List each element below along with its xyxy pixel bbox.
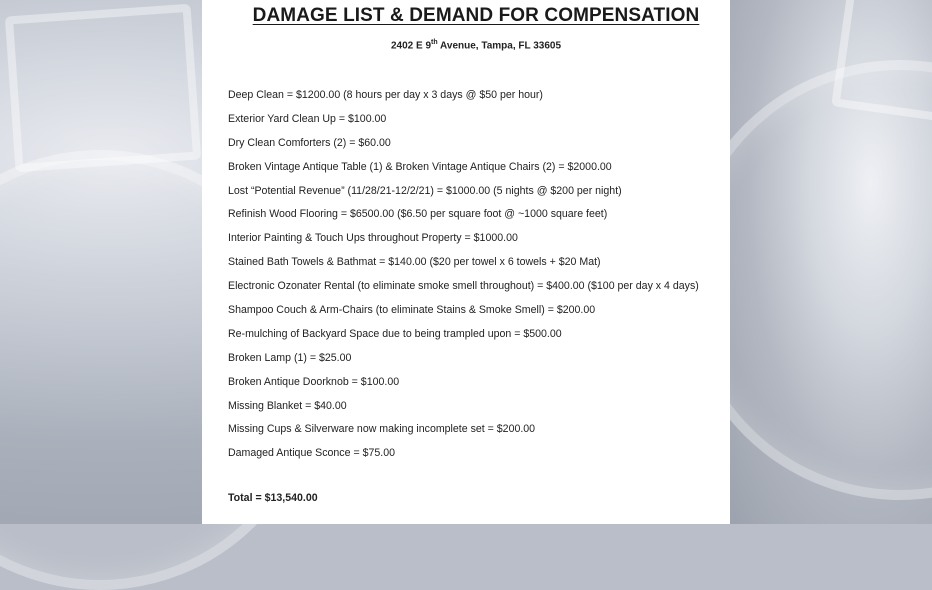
damage-item: Shampoo Couch & Arm-Chairs (to eliminate Stains & Smoke Smell) = $200.00 xyxy=(228,304,596,317)
damage-list xyxy=(228,88,728,470)
document-title: DAMAGE LIST & DEMAND FOR COMPENSATION xyxy=(252,5,700,26)
damage-item: Re-mulching of Backyard Space due to being trampled upon = $500.00 xyxy=(228,327,562,340)
damage-item: Refinish Wood Flooring = $6500.00 ($6.50 per square foot @ ~1000 square feet) xyxy=(228,208,608,221)
damage-item: Broken Antique Doorknob = $100.00 xyxy=(228,375,400,388)
damage-item: Dry Clean Comforters (2) = $60.00 xyxy=(228,136,391,149)
damage-item: Electronic Ozonater Rental (to eliminate smoke smell throughout) = $400.00 ($100 per day x 4 days) xyxy=(228,280,699,293)
damage-item: Broken Vintage Antique Table (1) & Broken Vintage Antique Chairs (2) = $2000.00 xyxy=(228,160,612,173)
total-amount: Total = $13,540.00 xyxy=(228,492,318,504)
damage-item: Deep Clean = $1200.00 (8 hours per day x 3 days @ $50 per hour) xyxy=(228,89,543,101)
damage-item: Interior Painting & Touch Ups throughout Property = $1000.00 xyxy=(228,232,518,245)
damage-item: Damaged Antique Sconce = $75.00 xyxy=(228,447,395,460)
address-ordinal: th xyxy=(431,39,438,46)
address-rest: Avenue, Tampa, FL 33605 xyxy=(437,40,562,52)
damage-item: Stained Bath Towels & Bathmat = $140.00 ($20 per towel x 6 towels + $20 Mat) xyxy=(228,256,601,269)
decorative-frame xyxy=(5,4,201,173)
property-address xyxy=(202,39,750,51)
document-page xyxy=(202,0,730,524)
damage-item: Exterior Yard Clean Up = $100.00 xyxy=(228,112,387,125)
damage-item: Broken Lamp (1) = $25.00 xyxy=(228,351,352,364)
damage-item: Missing Blanket = $40.00 xyxy=(228,399,347,412)
decorative-frame xyxy=(831,0,932,125)
damage-item: Lost “Potential Revenue” (11/28/21-12/2/21) = $1000.00 (5 nights @ $200 per night) xyxy=(228,184,622,197)
damage-item: Missing Cups & Silverware now making incomplete set = $200.00 xyxy=(228,423,536,436)
address-street-number: 2402 E 9 xyxy=(390,40,432,52)
